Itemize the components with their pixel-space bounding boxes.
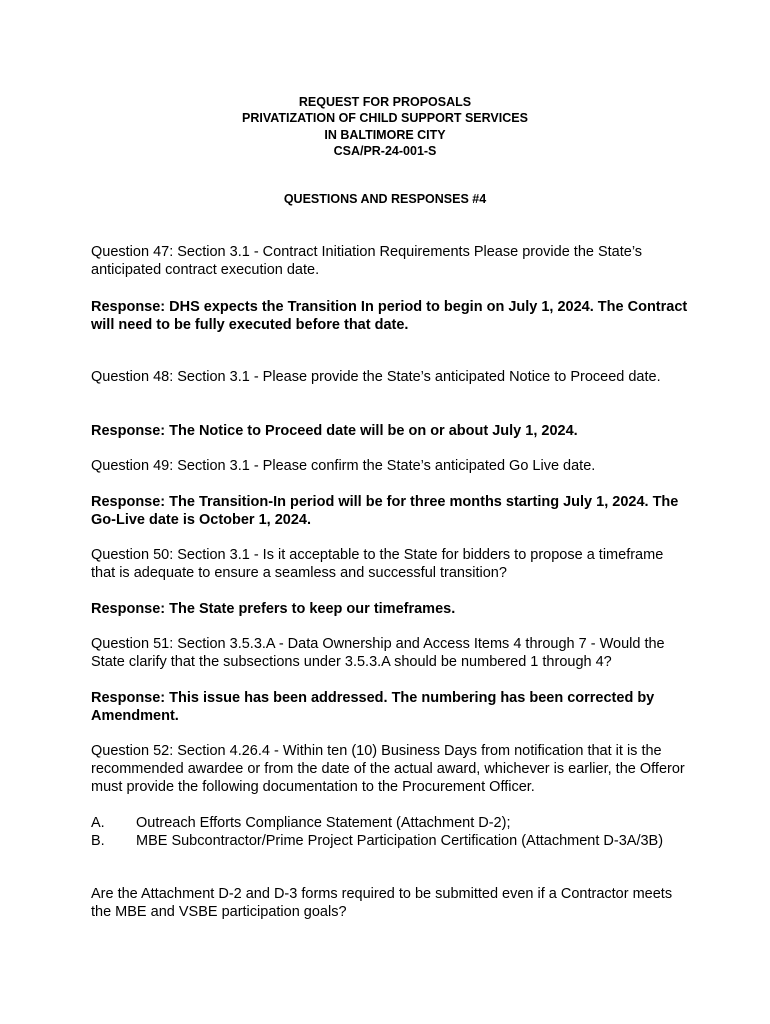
list-item-text: MBE Subcontractor/Prime Project Participation Certification (Attachment D-3A/3B) (136, 833, 664, 849)
response-49: Response: The Transition-In period will be for three months starting July 1, 2024. The Go-Live date is October 1, 2024. (91, 494, 679, 529)
question-47: Question 47: Section 3.1 - Contract Initiation Requirements Please provide the State’s anticipated contract execution date. (91, 244, 643, 279)
list-item-letter: B. (91, 833, 105, 849)
response-51: Response: This issue has been addressed. The numbering has been corrected by Amendment. (91, 690, 655, 725)
question-52-followup: Are the Attachment D-2 and D-3 forms required to be submitted even if a Contractor meets the MBE and VSBE participation goals? (91, 886, 673, 921)
response-47: Response: DHS expects the Transition In period to begin on July 1, 2024. The Contract will need to be fully executed before that date. (91, 299, 688, 334)
question-49: Question 49: Section 3.1 - Please confirm the State’s anticipated Go Live date. (91, 458, 596, 474)
question-50: Question 50: Section 3.1 - Is it acceptable to the State for bidders to propose a timeframe that is adequate to ensure a seamless and successful transition? (91, 547, 664, 582)
question-48: Question 48: Section 3.1 - Please provide the State’s anticipated Notice to Proceed date. (91, 369, 661, 385)
response-48: Response: The Notice to Proceed date will be on or about July 1, 2024. (91, 423, 578, 439)
document-header (0, 94, 770, 159)
header-solicitation-number: CSA/PR-24-001-S (333, 143, 437, 158)
list-item-text: Outreach Efforts Compliance Statement (Attachment D-2); (136, 815, 511, 831)
header-project: PRIVATIZATION OF CHILD SUPPORT SERVICES (242, 111, 528, 126)
header-location: IN BALTIMORE CITY (324, 127, 446, 142)
list-item-letter: A. (91, 815, 105, 831)
section-title: QUESTIONS AND RESPONSES #4 (283, 192, 487, 206)
list-item-b (91, 832, 691, 850)
header-title: REQUEST FOR PROPOSALS (298, 95, 472, 109)
list-item-a (91, 814, 691, 832)
question-52: Question 52: Section 4.26.4 - Within ten (10) Business Days from notification that it is the recommended awardee or from the date of the actual award, whichever is earlier, the Offeror must provide the following documentation to the Procurement Officer. (91, 743, 685, 796)
question-51: Question 51: Section 3.5.3.A - Data Ownership and Access Items 4 through 7 - Would the State clarify that the subsections under 3.5.3.A should be numbered 1 through 4? (91, 636, 665, 671)
response-50: Response: The State prefers to keep our timeframes. (91, 601, 456, 617)
